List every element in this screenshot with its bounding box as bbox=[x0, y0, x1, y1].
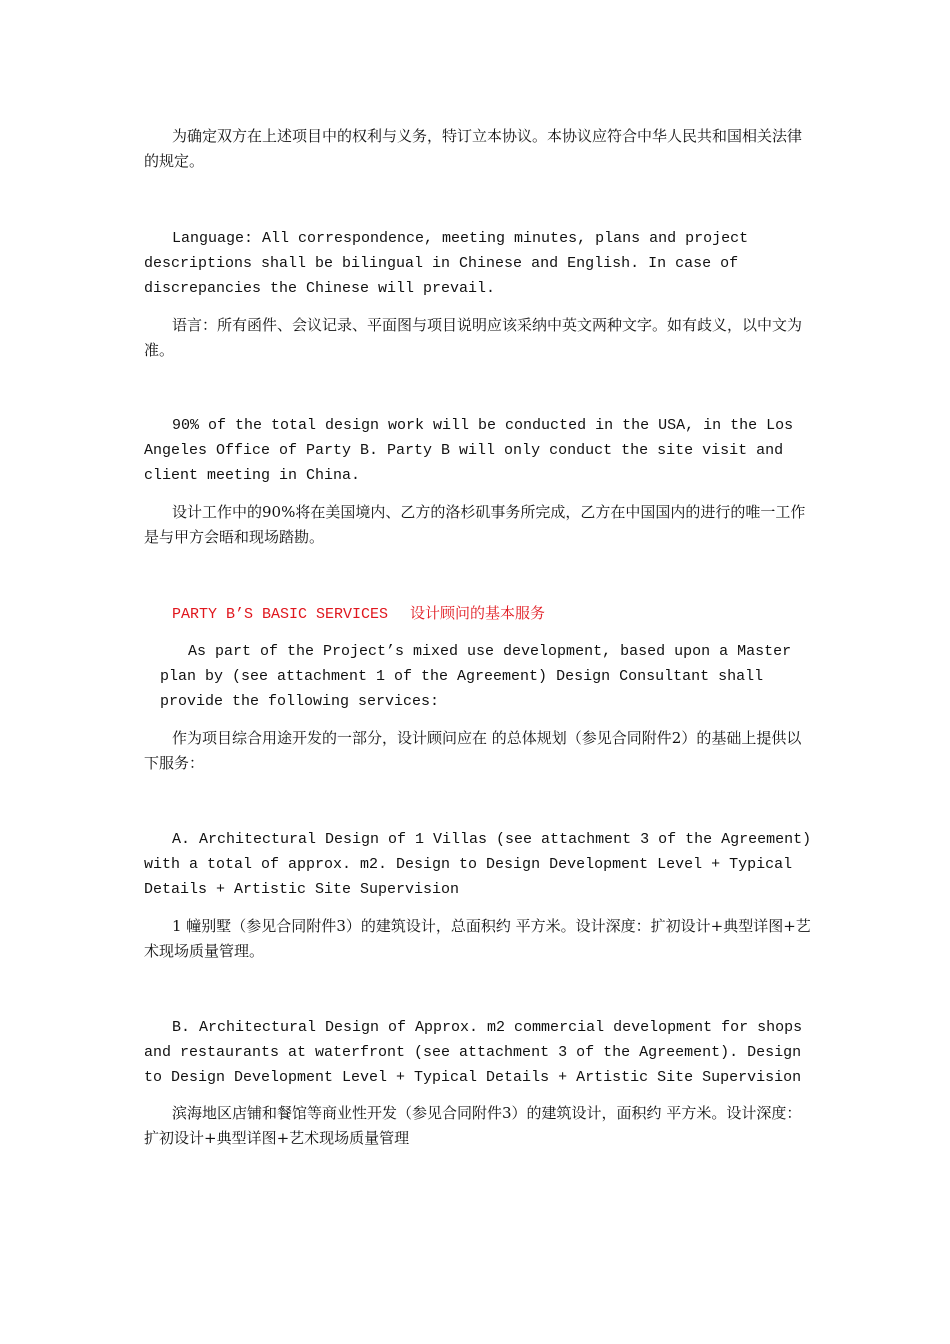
intro-paragraph-cn: 为确定双方在上述项目中的权利与义务，特订立本协议。本协议应符合中华人民共和国相关法律的规定。 bbox=[144, 127, 803, 170]
section-heading-cn: 设计顾问的基本服务 bbox=[410, 604, 546, 622]
language-paragraph-en: Language: All correspondence, meeting minutes, plans and project descriptions shall be bilingual in Chinese and English. In case of discrepancies the Chinese will prevail. bbox=[144, 230, 749, 297]
language-paragraph-cn: 语言：所有函件、会议记录、平面图与项目说明应该采纳中英文两种文字。如有歧义，以中文为准。 bbox=[144, 316, 803, 359]
item-b-paragraph-en: B. Architectural Design of Approx. m2 commercial development for shops and restaurants at waterfront (see attachment 3 of the Agreement). Design to Design Development Level + Typical Details + Artistic Site Supervision bbox=[144, 1019, 803, 1086]
services-paragraph-en: As part of the Project’s mixed use development, based upon a Master plan by (see attachment 1 of the Agreement) Design Consultant shall provide the following services: bbox=[160, 643, 792, 710]
section-heading bbox=[172, 601, 545, 627]
item-b-paragraph-cn: 滨海地区店铺和餐馆等商业性开发（参见合同附件3）的建筑设计，面积约 平方米。设计深度：扩初设计+典型详图+艺术现场质量管理 bbox=[144, 1104, 802, 1147]
services-paragraph-cn: 作为项目综合用途开发的一部分，设计顾问应在 的总体规划（参见合同附件2）的基础上提供以下服务： bbox=[144, 729, 802, 772]
work-location-paragraph-en: 90% of the total design work will be conducted in the USA, in the Los Angeles Office of Party B. Party B will only conduct the site visit and client meeting in China. bbox=[144, 417, 794, 484]
item-a-paragraph-en: A. Architectural Design of 1 Villas (see attachment 3 of the Agreement) with a total of approx. m2. Design to Design Development Level + Typical Details + Artistic Site Supervision bbox=[144, 831, 812, 898]
work-location-paragraph-cn: 设计工作中的90%将在美国境内、乙方的洛杉矶事务所完成，乙方在中国国内的进行的唯一工作是与甲方会晤和现场踏勘。 bbox=[144, 503, 806, 546]
item-a-paragraph-cn: 1 幢别墅（参见合同附件3）的建筑设计，总面积约 平方米。设计深度：扩初设计+典型详图+艺术现场质量管理。 bbox=[144, 917, 811, 960]
section-heading-en: PARTY B’S BASIC SERVICES bbox=[172, 606, 389, 623]
